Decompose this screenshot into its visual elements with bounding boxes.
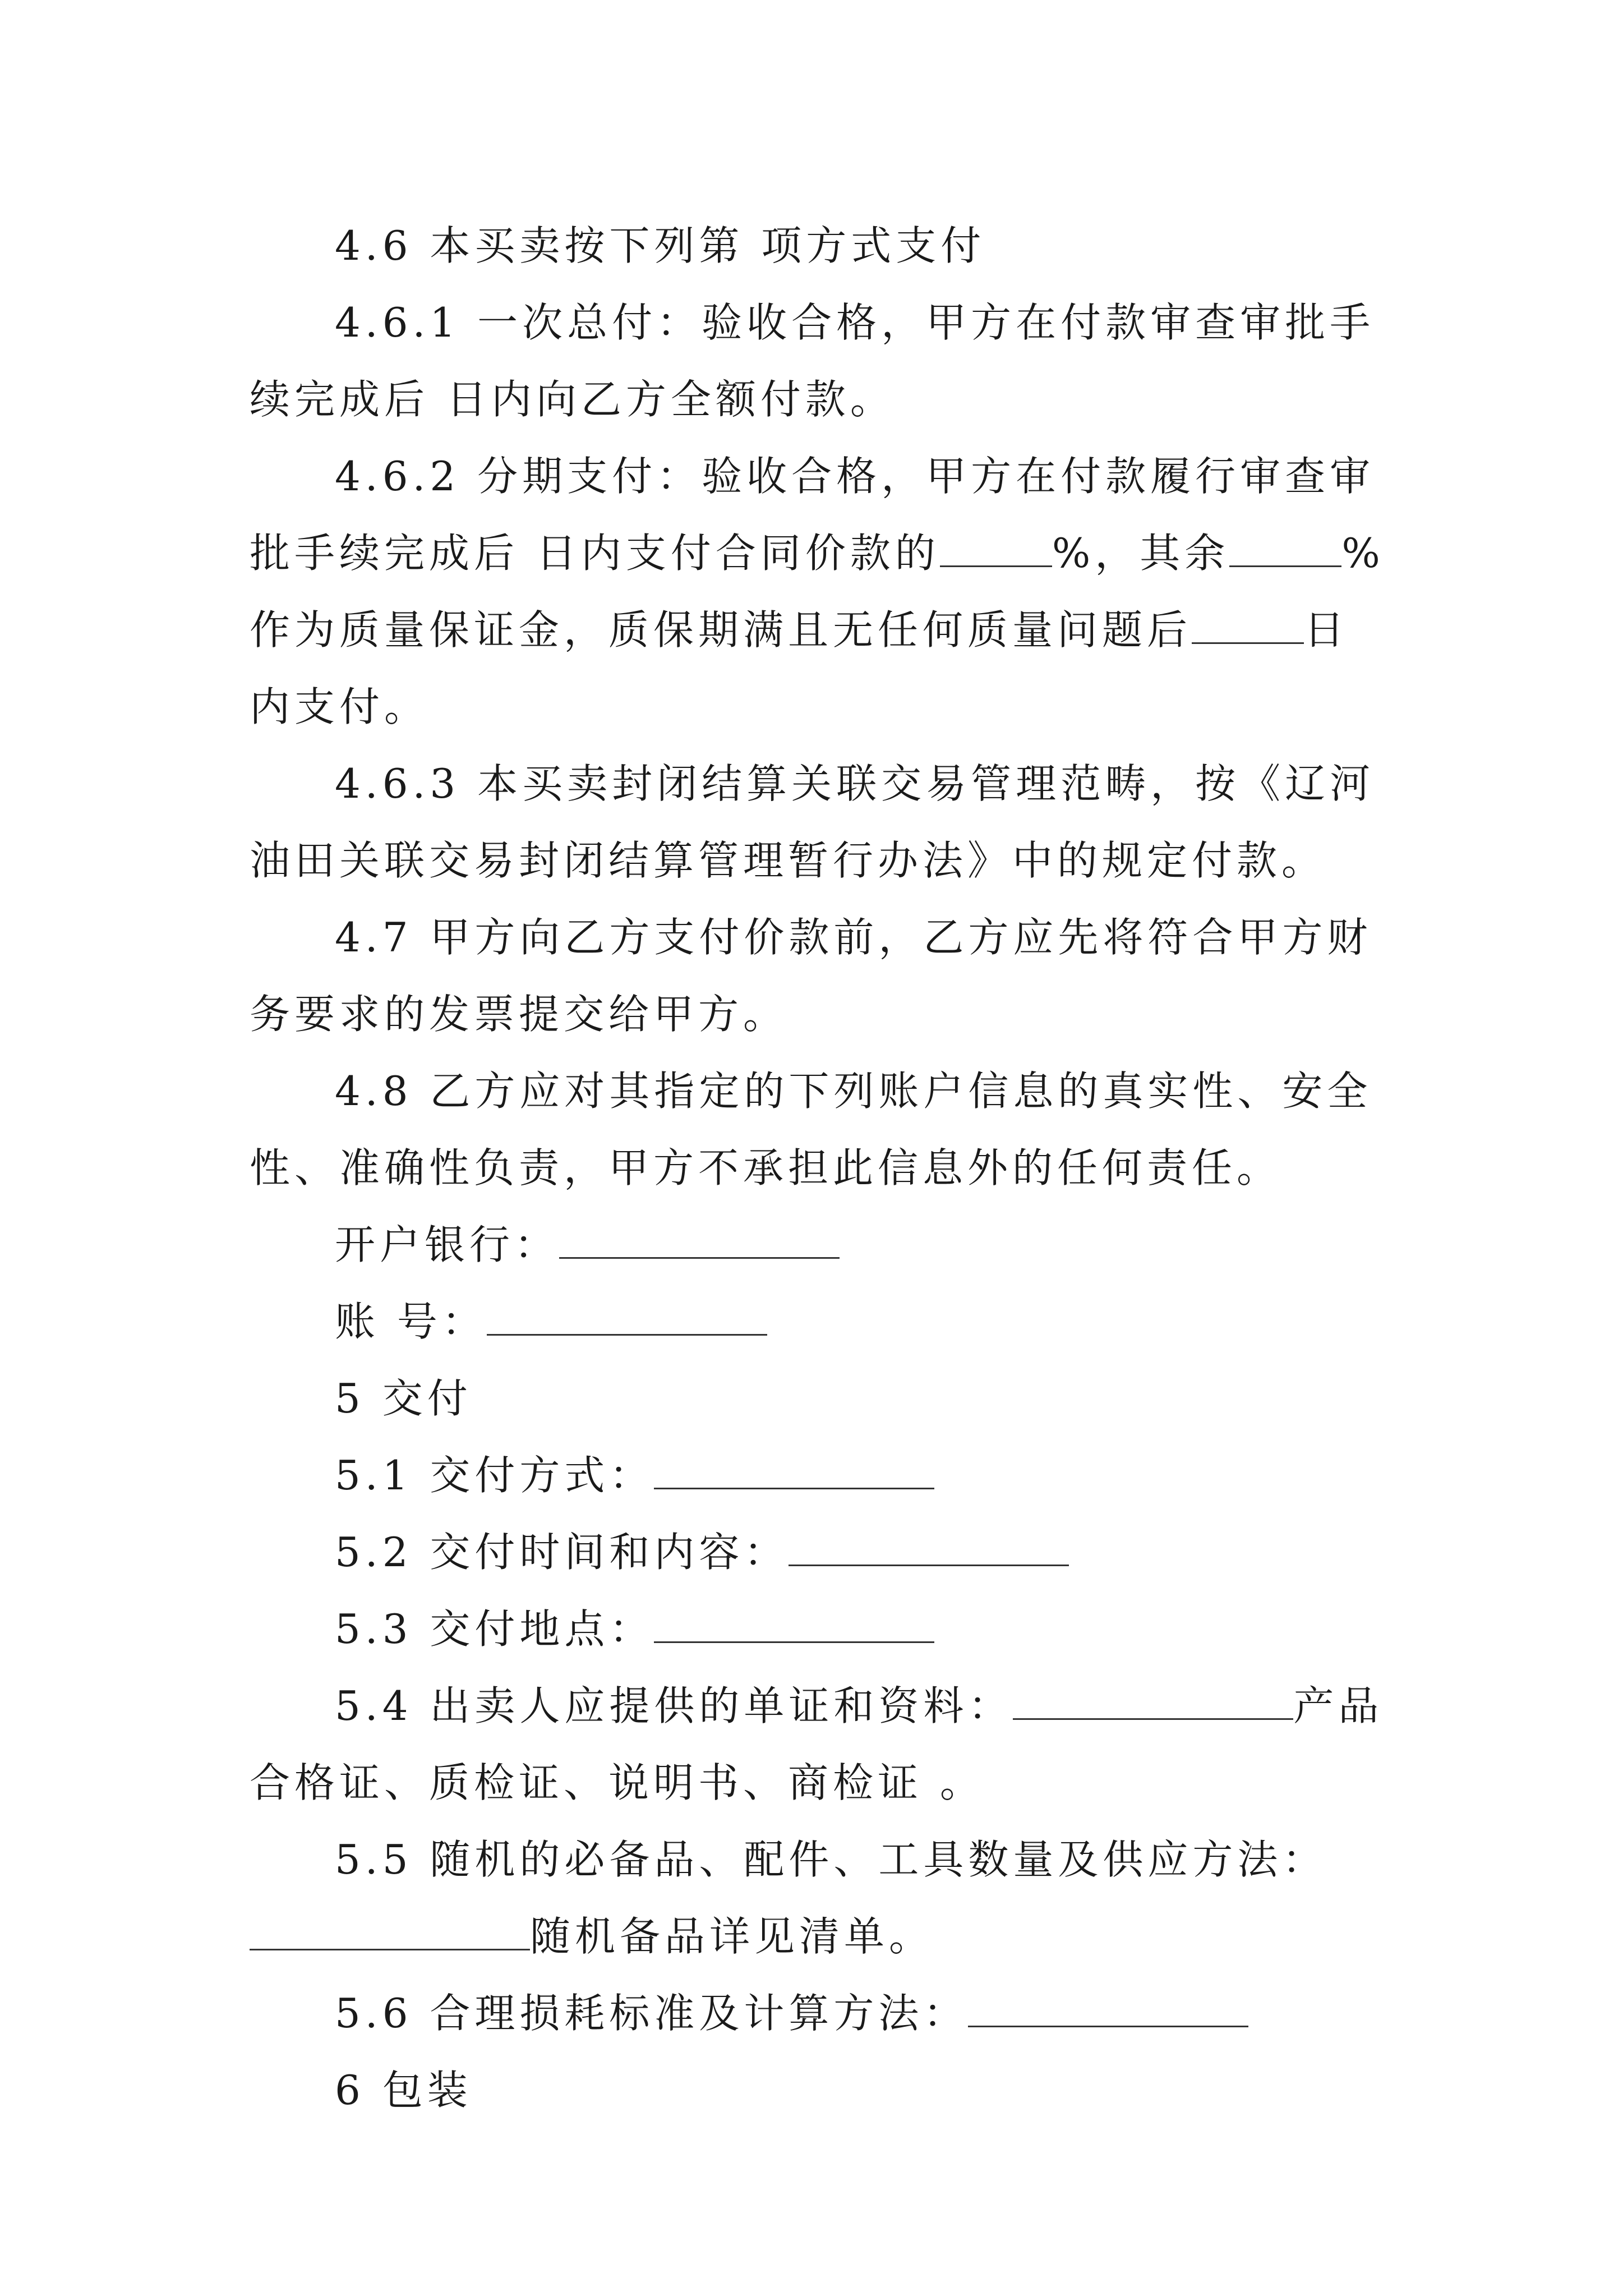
fill-in-blank xyxy=(654,1453,934,1489)
paragraph-text: 5.6 合理损耗标准及计算方法： xyxy=(335,1990,969,2037)
paragraph-text: 4.6 本买卖按下列第 项方式支付 xyxy=(335,222,986,269)
fill-in-blank xyxy=(1013,1683,1293,1720)
fill-in-blank xyxy=(940,531,1052,567)
fill-in-blank xyxy=(250,1914,530,1950)
fill-in-blank xyxy=(968,1991,1248,2027)
fill-in-blank xyxy=(559,1222,840,1259)
paragraph-5-5 xyxy=(250,1821,1394,1975)
paragraph-text: %，其余 xyxy=(1052,530,1230,577)
fill-in-blank xyxy=(487,1299,767,1336)
paragraph-4-6-3 xyxy=(250,746,1394,899)
paragraph-5-2 xyxy=(250,1514,1394,1591)
document-body xyxy=(250,208,1394,2129)
paragraph-5-6 xyxy=(250,1975,1394,2052)
fill-in-blank xyxy=(1192,608,1304,644)
paragraph-text: 4.6.1 一次总付：验收合格，甲方在付款审查审批手续完成后 日内向乙方全额付款。 xyxy=(250,299,1375,423)
paragraph-text: 4.6.3 本买卖封闭结算关联交易管理范畴，按《辽河油田关联交易封闭结算管理暂行办法》中的规定付款。 xyxy=(250,760,1375,884)
paragraph-4-6-2 xyxy=(250,438,1394,746)
paragraph-text: 随机备品详见清单。 xyxy=(530,1913,934,1960)
paragraph-5-1 xyxy=(250,1437,1394,1514)
paragraph-text: 5.2 交付时间和内容： xyxy=(335,1529,789,1576)
paragraph-text: 开户银行： xyxy=(335,1221,560,1268)
paragraph-bank xyxy=(250,1207,1394,1283)
paragraph-5-3 xyxy=(250,1591,1394,1668)
paragraph-text: 5.4 出卖人应提供的单证和资料： xyxy=(335,1682,1013,1729)
paragraph-text: 4.8 乙方应对其指定的下列账户信息的真实性、安全性、准确性负责，甲方不承担此信息外的任何责任。 xyxy=(250,1068,1372,1191)
paragraph-5-4 xyxy=(250,1668,1394,1821)
paragraph-text: 产品合格证、质检证、说明书、商检证 。 xyxy=(250,1682,1384,1806)
paragraph-text: 日内支付。 xyxy=(250,606,1349,730)
paragraph-4-6 xyxy=(250,208,1394,284)
paragraph-4-6-1 xyxy=(250,284,1394,438)
paragraph-6 xyxy=(250,2052,1394,2129)
fill-in-blank xyxy=(789,1530,1069,1566)
paragraph-text: 账 号： xyxy=(335,1298,487,1345)
paragraph-5 xyxy=(250,1360,1394,1437)
paragraph-text: %作为质量保证金，质保期满且无任何质量问题后 xyxy=(250,530,1385,654)
paragraph-text: 6 包装 xyxy=(335,2067,472,2114)
paragraph-text: 5.1 交付方式： xyxy=(335,1452,654,1499)
paragraph-account xyxy=(250,1283,1394,1360)
paragraph-text: 4.7 甲方向乙方支付价款前，乙方应先将符合甲方财务要求的发票提交给甲方。 xyxy=(250,914,1372,1038)
fill-in-blank xyxy=(1229,531,1341,567)
paragraph-text: 5.3 交付地点： xyxy=(335,1605,654,1653)
paragraph-4-7 xyxy=(250,899,1394,1053)
paragraph-text: 5 交付 xyxy=(335,1375,472,1422)
paragraph-text: 4.6.2 分期支付：验收合格，甲方在付款履行审查审批手续完成后 日内支付合同价款的 xyxy=(250,453,1375,577)
paragraph-text: 5.5 随机的必备品、配件、工具数量及供应方法： xyxy=(335,1836,1327,1883)
fill-in-blank xyxy=(654,1607,934,1643)
paragraph-4-8 xyxy=(250,1053,1394,1207)
